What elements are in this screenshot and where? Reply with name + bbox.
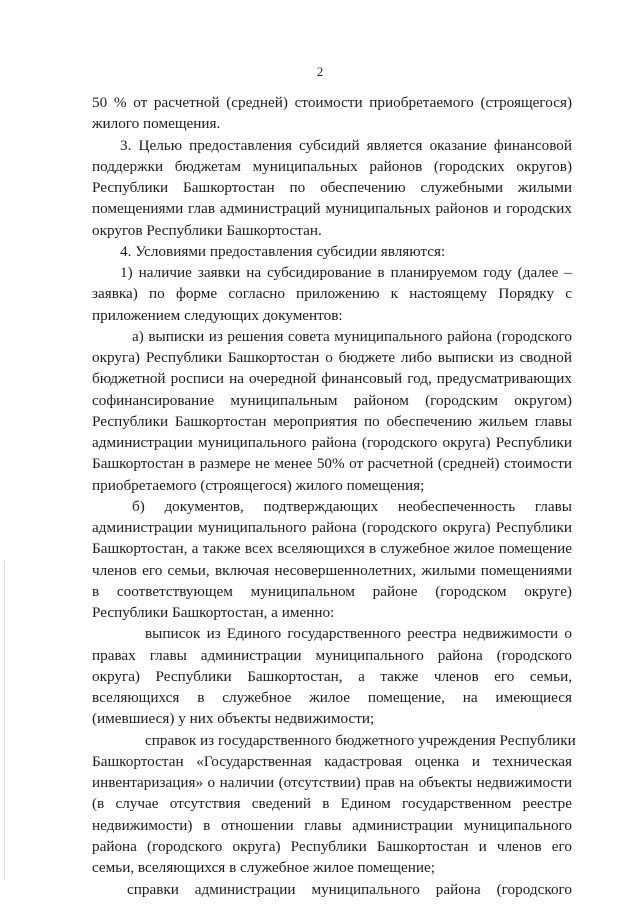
- text-line: б) документов, подтверждающих необеспеченность главы: [132, 497, 572, 515]
- text-line: администрации муниципального района (городского округа) Республики: [92, 434, 572, 452]
- text-line: справок из государственного бюджетного учреждения Республики: [145, 731, 576, 749]
- text-line: администрации муниципального района (городского округа) Республики: [92, 519, 572, 537]
- text-line: Республики Башкортостан мероприятия по обеспечению жильем главы: [92, 412, 572, 430]
- text-line: (в случае отсутствия сведений в Едином государственном реестре: [92, 795, 572, 813]
- text-line: заявка) по форме согласно приложению к настоящему Порядку с: [92, 285, 572, 303]
- text-line: округов Республики Башкортостан.: [92, 221, 322, 239]
- text-line: приобретаемого (строящегося) жилого помещения;: [92, 476, 425, 494]
- text-line: помещениями глав администраций муниципальных районов и городских: [92, 200, 572, 218]
- scan-edge: [4, 560, 7, 880]
- text-line: вселяющихся в служебное жилое помещение, на имеющиеся: [92, 689, 572, 707]
- text-line: Башкортостан «Государственная кадастровая оценка и техническая: [92, 752, 572, 770]
- text-line: семьи, вселяющихся в служебное жилое помещение;: [92, 859, 435, 877]
- text-line: 4. Условиями предоставления субсидии являются:: [120, 242, 446, 260]
- text-line: членов его семьи, включая несовершеннолетних, жилыми помещениями: [92, 561, 572, 579]
- text-line: бюджетной росписи на очередной финансовый год, предусматривающих: [92, 370, 572, 388]
- text-line: выписок из Единого государственного реестра недвижимости о: [145, 625, 572, 643]
- text-line: софинансирование муниципальным районом (городским округом): [92, 391, 572, 409]
- text-line: Башкортостан, а также всех вселяющихся в служебное жилое помещение: [92, 540, 572, 558]
- text-line: 1) наличие заявки на субсидирование в планируемом году (далее –: [120, 264, 572, 282]
- text-line: справки администрации муниципального района (городского: [127, 880, 572, 898]
- text-line: Республики Башкортостан по обеспечению служебными жилыми: [92, 179, 572, 197]
- text-line: Башкортостан в размере не менее 50% от расчетной (средней) стоимости: [92, 455, 572, 473]
- text-line: округа) Республики Башкортостан, а также членов его семьи,: [92, 667, 572, 685]
- text-line: (имевшиеся) у них объекты недвижимости;: [92, 710, 375, 728]
- text-line: Республики Башкортостан, а именно:: [92, 604, 335, 622]
- text-line: приложением следующих документов:: [92, 306, 343, 324]
- text-line: поддержки бюджетам муниципальных районов (городских округов): [92, 157, 572, 175]
- text-line: инвентаризация» о наличии (отсутствии) прав на объекты недвижимости: [92, 774, 572, 792]
- text-line: 50 % от расчетной (средней) стоимости приобретаемого (строящегося): [92, 94, 572, 111]
- page-number: 2: [316, 64, 324, 79]
- text-line: жилого помещения.: [92, 115, 221, 133]
- text-line: а) выписки из решения совета муниципального района (городского: [132, 327, 572, 345]
- text-line: правах главы администрации муниципального района (городского: [92, 646, 572, 664]
- text-line: недвижимости) в отношении главы администрации муниципального: [92, 816, 572, 834]
- text-line: в соответствующем муниципальном районе (городском округе): [92, 582, 572, 600]
- text-line: 3. Целью предоставления субсидий является оказание финансовой: [120, 136, 572, 154]
- text-line: района (городского округа) Республики Башкортостан и членов его: [92, 837, 572, 855]
- text-line: округа) Республики Башкортостан о бюджете либо выписки из сводной: [92, 349, 572, 367]
